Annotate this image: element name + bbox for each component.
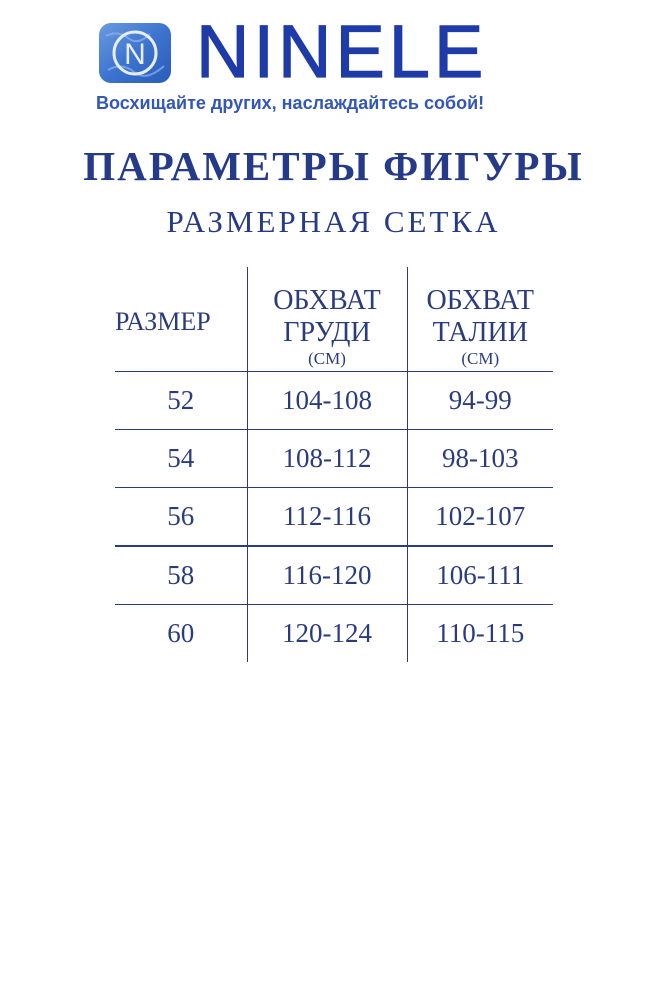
table-row [115,546,553,605]
cell-waist: 110-115 [407,605,553,663]
cell-size: 60 [167,618,195,648]
header-waist [407,267,553,372]
cell-size: 52 [115,372,247,430]
cell-waist: 94-99 [407,372,553,430]
cell-bust: 108-112 [247,430,407,488]
cell-size: 56 [115,488,247,547]
page-subtitle: РАЗМЕРНАЯ СЕТКА [166,204,501,239]
header-bust-line1: ОБХВАТ [273,285,381,316]
brand-name: NINELE [196,10,488,93]
table-row [115,605,553,663]
page-title: ПАРАМЕТРЫ ФИГУРЫ [83,143,584,189]
header-bust [247,267,407,372]
emblem-letter: N [124,38,146,71]
header-size: РАЗМЕР [115,267,247,372]
size-chart-table [115,267,553,662]
cell-waist: 106-111 [407,546,553,605]
ninele-n-emblem-icon [98,22,172,84]
table-row [115,430,553,488]
cell-waist: 102-107 [407,488,553,547]
table-row [115,488,553,547]
header-bust-line2: ГРУДИ [283,317,371,348]
header-bust-unit: (СМ) [308,349,346,368]
brand-tagline: Восхищайте других, наслаждайтесь собой! [96,93,485,113]
cell-waist: 98-103 [407,430,553,488]
cell-bust: 104-108 [247,372,407,430]
cell-size: 54 [115,430,247,488]
table-row [115,372,553,430]
header-waist-unit: (СМ) [461,349,500,368]
cell-bust: 120-124 [247,605,407,663]
header-waist-line1: ОБХВАТ [426,285,535,316]
table-header-row [115,267,553,372]
cell-size: 58 [115,546,247,605]
cell-bust: 116-120 [247,546,407,605]
cell-bust: 112-116 [247,488,407,547]
header-waist-line2: ТАЛИИ [432,317,528,348]
